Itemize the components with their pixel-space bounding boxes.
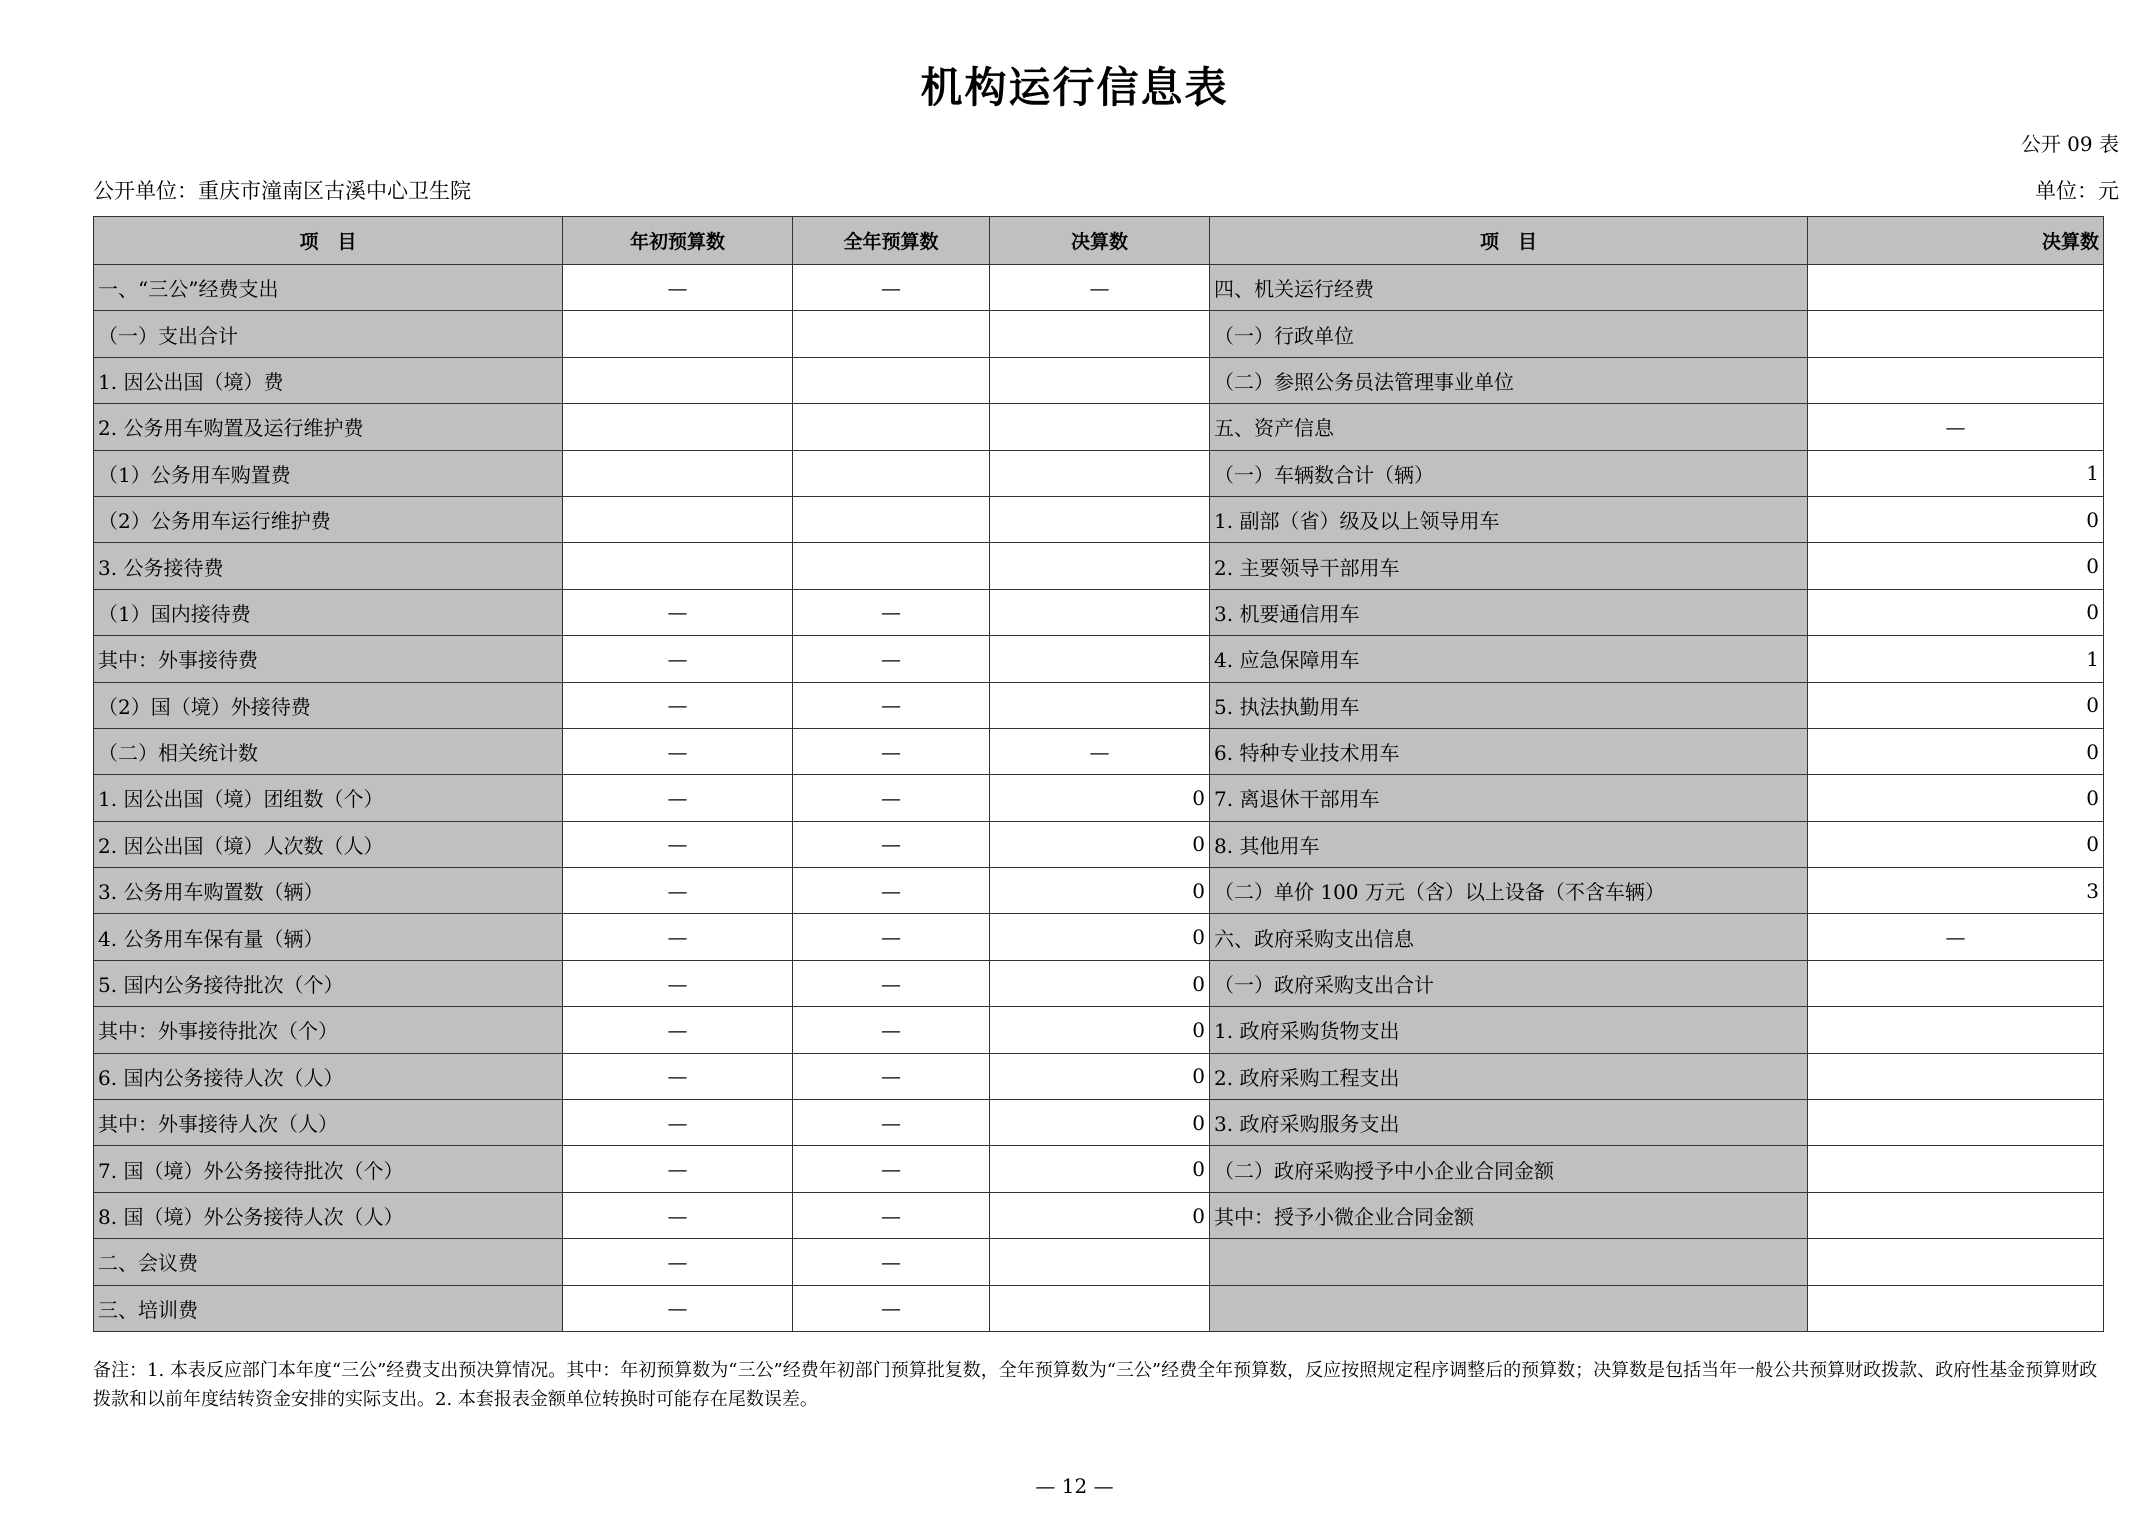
cell-annual-budget: — xyxy=(793,868,990,914)
cell-final-right xyxy=(1808,311,2104,357)
row-item-right: （一）政府采购支出合计 xyxy=(1210,960,1808,1006)
cell-final-left xyxy=(990,311,1210,357)
cell-final-right: — xyxy=(1808,404,2104,450)
cell-final-right: 0 xyxy=(1808,775,2104,821)
table-row xyxy=(94,1192,2104,1238)
cell-final-right: 0 xyxy=(1808,728,2104,774)
cell-final-left xyxy=(990,1285,1210,1331)
cell-final-left: 0 xyxy=(990,1100,1210,1146)
header-item-left: 项 目 xyxy=(94,217,563,265)
cell-initial-budget: — xyxy=(563,914,793,960)
cell-initial-budget: — xyxy=(563,1007,793,1053)
row-item-right: 五、资产信息 xyxy=(1210,404,1808,450)
table-row xyxy=(94,496,2104,542)
cell-final-right: 1 xyxy=(1808,636,2104,682)
cell-initial-budget: — xyxy=(563,1053,793,1099)
row-item-right: 4. 应急保障用车 xyxy=(1210,636,1808,682)
cell-final-right xyxy=(1808,1007,2104,1053)
row-item-right xyxy=(1210,1239,1808,1285)
cell-final-right: 0 xyxy=(1808,589,2104,635)
page-number: — 12 — xyxy=(1035,1474,1114,1498)
cell-initial-budget: — xyxy=(563,1192,793,1238)
row-item-left: 其中：外事接待批次（个） xyxy=(94,1007,563,1053)
cell-annual-budget: — xyxy=(793,1053,990,1099)
cell-initial-budget xyxy=(563,496,793,542)
row-item-left: 5. 国内公务接待批次（个） xyxy=(94,960,563,1006)
cell-initial-budget: — xyxy=(563,728,793,774)
row-item-left: （一）支出合计 xyxy=(94,311,563,357)
row-item-right: 3. 政府采购服务支出 xyxy=(1210,1100,1808,1146)
cell-final-left: 0 xyxy=(990,868,1210,914)
row-item-right: （二）参照公务员法管理事业单位 xyxy=(1210,357,1808,403)
row-item-right: （二）政府采购授予中小企业合同金额 xyxy=(1210,1146,1808,1192)
row-item-left: （二）相关统计数 xyxy=(94,728,563,774)
row-item-right: 1. 政府采购货物支出 xyxy=(1210,1007,1808,1053)
cell-final-left xyxy=(990,450,1210,496)
cell-final-left: 0 xyxy=(990,1053,1210,1099)
cell-annual-budget xyxy=(793,404,990,450)
cell-final-left: 0 xyxy=(990,1007,1210,1053)
info-table xyxy=(93,216,2104,1332)
page-title: 机构运行信息表 xyxy=(920,63,1229,112)
row-item-right: 四、机关运行经费 xyxy=(1210,265,1808,311)
cell-annual-budget: — xyxy=(793,636,990,682)
cell-final-right xyxy=(1808,1285,2104,1331)
cell-initial-budget: — xyxy=(563,775,793,821)
cell-final-left: 0 xyxy=(990,1146,1210,1192)
cell-annual-budget: — xyxy=(793,1239,990,1285)
cell-final-left xyxy=(990,543,1210,589)
cell-final-left xyxy=(990,404,1210,450)
table-row xyxy=(94,1239,2104,1285)
row-item-left: 二、会议费 xyxy=(94,1239,563,1285)
row-item-right: （一）车辆数合计（辆） xyxy=(1210,450,1808,496)
row-item-left: 2. 公务用车购置及运行维护费 xyxy=(94,404,563,450)
cell-annual-budget: — xyxy=(793,728,990,774)
row-item-right: 六、政府采购支出信息 xyxy=(1210,914,1808,960)
cell-final-right: 0 xyxy=(1808,543,2104,589)
cell-initial-budget: — xyxy=(563,682,793,728)
cell-final-right xyxy=(1808,357,2104,403)
table-row xyxy=(94,1053,2104,1099)
row-item-left: 3. 公务用车购置数（辆） xyxy=(94,868,563,914)
row-item-right: 5. 执法执勤用车 xyxy=(1210,682,1808,728)
row-item-left: （2）国（境）外接待费 xyxy=(94,682,563,728)
row-item-left: 4. 公务用车保有量（辆） xyxy=(94,914,563,960)
cell-final-right: 0 xyxy=(1808,821,2104,867)
form-code: 公开 09 表 xyxy=(2020,132,2119,156)
row-item-right: （一）行政单位 xyxy=(1210,311,1808,357)
row-item-left: 其中：外事接待人次（人） xyxy=(94,1100,563,1146)
cell-final-left: 0 xyxy=(990,1192,1210,1238)
cell-annual-budget xyxy=(793,450,990,496)
cell-initial-budget: — xyxy=(563,868,793,914)
cell-annual-budget: — xyxy=(793,589,990,635)
cell-final-right xyxy=(1808,1239,2104,1285)
cell-final-right xyxy=(1808,1192,2104,1238)
cell-initial-budget xyxy=(563,450,793,496)
cell-initial-budget xyxy=(563,357,793,403)
cell-final-right: 1 xyxy=(1808,450,2104,496)
cell-annual-budget xyxy=(793,496,990,542)
table-row xyxy=(94,821,2104,867)
cell-initial-budget xyxy=(563,404,793,450)
cell-annual-budget: — xyxy=(793,821,990,867)
cell-final-left xyxy=(990,589,1210,635)
table-row xyxy=(94,682,2104,728)
cell-final-left: — xyxy=(990,728,1210,774)
table-row xyxy=(94,357,2104,403)
cell-initial-budget: — xyxy=(563,1146,793,1192)
cell-annual-budget: — xyxy=(793,914,990,960)
row-item-left: 其中：外事接待费 xyxy=(94,636,563,682)
table-row xyxy=(94,728,2104,774)
cell-annual-budget: — xyxy=(793,682,990,728)
row-item-right: 1. 副部（省）级及以上领导用车 xyxy=(1210,496,1808,542)
row-item-right: 其中：授予小微企业合同金额 xyxy=(1210,1192,1808,1238)
row-item-left: 3. 公务接待费 xyxy=(94,543,563,589)
row-item-right: （二）单价 100 万元（含）以上设备（不含车辆） xyxy=(1210,868,1808,914)
row-item-right: 3. 机要通信用车 xyxy=(1210,589,1808,635)
cell-annual-budget: — xyxy=(793,1100,990,1146)
table-row xyxy=(94,775,2104,821)
table-row xyxy=(94,450,2104,496)
cell-annual-budget xyxy=(793,311,990,357)
table-row xyxy=(94,960,2104,1006)
cell-final-left xyxy=(990,636,1210,682)
cell-initial-budget: — xyxy=(563,821,793,867)
cell-final-left xyxy=(990,496,1210,542)
cell-initial-budget: — xyxy=(563,960,793,1006)
row-item-right: 7. 离退休干部用车 xyxy=(1210,775,1808,821)
row-item-right: 8. 其他用车 xyxy=(1210,821,1808,867)
row-item-left: 1. 因公出国（境）费 xyxy=(94,357,563,403)
row-item-left: 1. 因公出国（境）团组数（个） xyxy=(94,775,563,821)
cell-final-left xyxy=(990,1239,1210,1285)
cell-annual-budget: — xyxy=(793,1285,990,1331)
row-item-left: （1）公务用车购置费 xyxy=(94,450,563,496)
row-item-left: 一、“三公”经费支出 xyxy=(94,265,563,311)
cell-annual-budget xyxy=(793,357,990,403)
cell-annual-budget: — xyxy=(793,960,990,1006)
table-row xyxy=(94,404,2104,450)
table-row xyxy=(94,868,2104,914)
cell-final-right: 3 xyxy=(1808,868,2104,914)
cell-annual-budget: — xyxy=(793,1007,990,1053)
header-annual-budget: 全年预算数 xyxy=(793,217,990,265)
cell-final-left: 0 xyxy=(990,775,1210,821)
cell-initial-budget xyxy=(563,543,793,589)
cell-initial-budget: — xyxy=(563,1285,793,1331)
table-row xyxy=(94,311,2104,357)
header-item-right: 项 目 xyxy=(1210,217,1808,265)
table-header-row xyxy=(94,217,2104,265)
cell-annual-budget xyxy=(793,543,990,589)
cell-final-right xyxy=(1808,1146,2104,1192)
cell-final-right xyxy=(1808,1053,2104,1099)
header-initial-budget: 年初预算数 xyxy=(563,217,793,265)
row-item-left: 2. 因公出国（境）人次数（人） xyxy=(94,821,563,867)
header-final-left: 决算数 xyxy=(990,217,1210,265)
cell-final-left: — xyxy=(990,265,1210,311)
cell-annual-budget: — xyxy=(793,265,990,311)
cell-final-left: 0 xyxy=(990,821,1210,867)
cell-annual-budget: — xyxy=(793,775,990,821)
row-item-right: 6. 特种专业技术用车 xyxy=(1210,728,1808,774)
reporting-unit: 公开单位：重庆市潼南区古溪中心卫生院 xyxy=(93,179,471,203)
cell-initial-budget: — xyxy=(563,1239,793,1285)
footnote: 备注：1. 本表反应部门本年度“三公”经费支出预决算情况。其中：年初预算数为“三公”经费年初部门预算批复数，全年预算数为“三公”经费全年预算数，反应按照规定程序调整后的预算数；决算数是包括当年一般公共预算财政拨款、政府性基金预算财政拨款和以前年度结转资金安排的实际支出。2. 本套报表金额单位转换时可能存在尾数误差。 xyxy=(93,1360,2098,1410)
currency-unit: 单位：元 xyxy=(2035,179,2119,203)
table-row xyxy=(94,543,2104,589)
cell-initial-budget: — xyxy=(563,265,793,311)
cell-final-right xyxy=(1808,265,2104,311)
cell-final-right: 0 xyxy=(1808,496,2104,542)
row-item-right: 2. 政府采购工程支出 xyxy=(1210,1053,1808,1099)
cell-final-left xyxy=(990,682,1210,728)
cell-annual-budget: — xyxy=(793,1192,990,1238)
cell-initial-budget: — xyxy=(563,1100,793,1146)
cell-final-right: — xyxy=(1808,914,2104,960)
row-item-right: 2. 主要领导干部用车 xyxy=(1210,543,1808,589)
cell-initial-budget: — xyxy=(563,636,793,682)
cell-initial-budget xyxy=(563,311,793,357)
row-item-left: 8. 国（境）外公务接待人次（人） xyxy=(94,1192,563,1238)
cell-final-right xyxy=(1808,960,2104,1006)
row-item-left: （1）国内接待费 xyxy=(94,589,563,635)
cell-initial-budget: — xyxy=(563,589,793,635)
table-row xyxy=(94,589,2104,635)
table-row xyxy=(94,1146,2104,1192)
table-row xyxy=(94,1285,2104,1331)
cell-final-right: 0 xyxy=(1808,682,2104,728)
row-item-left: 6. 国内公务接待人次（人） xyxy=(94,1053,563,1099)
cell-final-left xyxy=(990,357,1210,403)
row-item-left: 7. 国（境）外公务接待批次（个） xyxy=(94,1146,563,1192)
cell-annual-budget: — xyxy=(793,1146,990,1192)
table-body xyxy=(94,265,2104,1332)
cell-final-left: 0 xyxy=(990,914,1210,960)
cell-final-left: 0 xyxy=(990,960,1210,1006)
table-row xyxy=(94,265,2104,311)
row-item-left: （2）公务用车运行维护费 xyxy=(94,496,563,542)
table-row xyxy=(94,636,2104,682)
row-item-right xyxy=(1210,1285,1808,1331)
header-final-right: 决算数 xyxy=(1808,217,2104,265)
table-row xyxy=(94,914,2104,960)
table-row xyxy=(94,1100,2104,1146)
cell-final-right xyxy=(1808,1100,2104,1146)
row-item-left: 三、培训费 xyxy=(94,1285,563,1331)
table-row xyxy=(94,1007,2104,1053)
